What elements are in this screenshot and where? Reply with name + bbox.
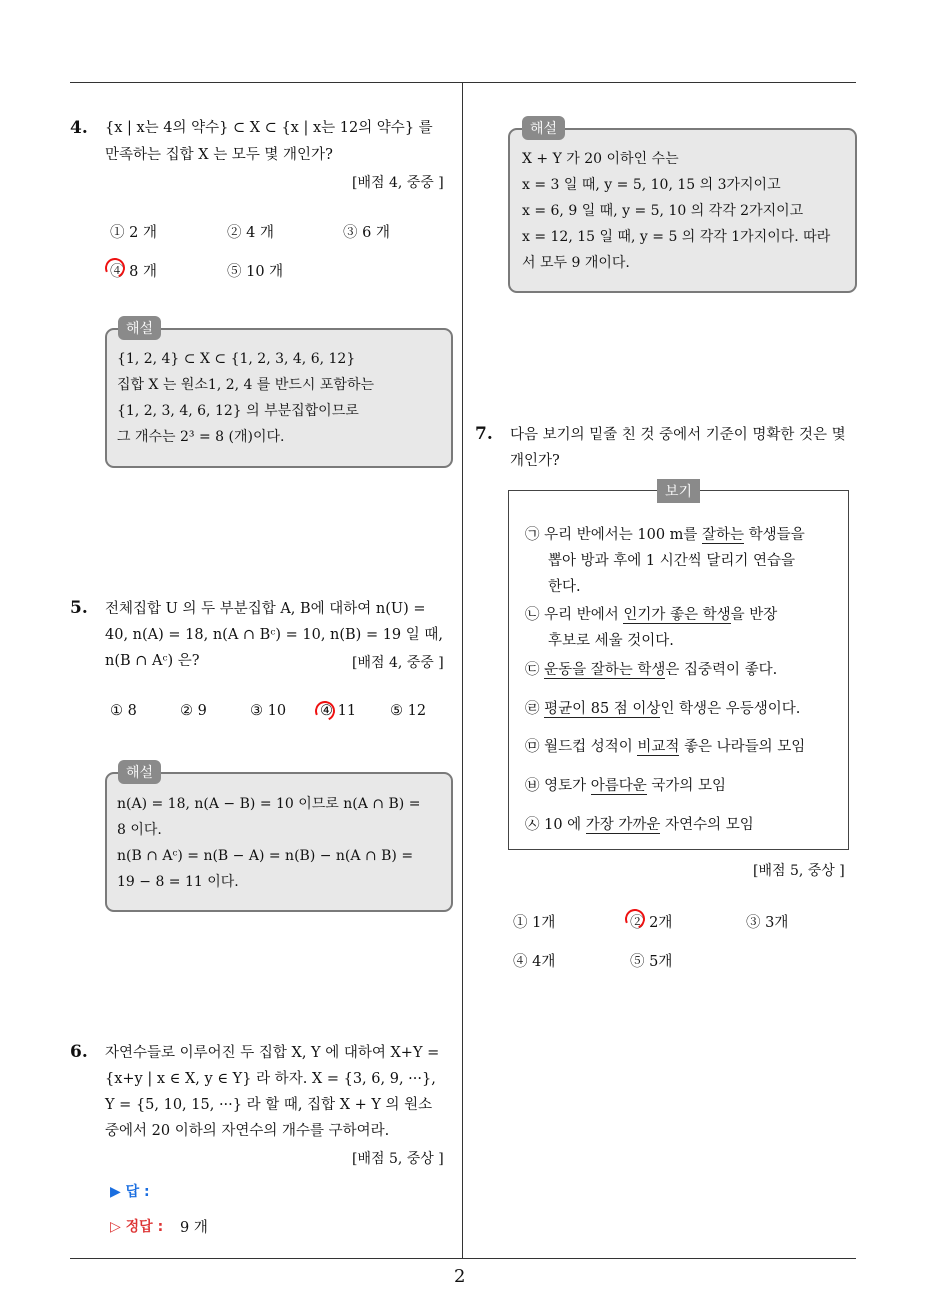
q6-line4: 중에서 20 이하의 자연수의 개수를 구하여라. [105,1123,390,1139]
q7-option-3[interactable]: ③ 3개 [746,915,789,931]
q6-line3: Y = {5, 10, 15, ···} 라 할 때, 집합 X + Y 의 원소 [105,1097,433,1113]
q7-line1: 다음 보기의 밑줄 친 것 중에서 기준이 명확한 것은 몇 [510,427,846,443]
q6-expl-line5: 서 모두 9 개이다. [522,255,630,271]
q7-item-7: ㉦ 10 에 가장 가까운 자연수의 모임 [525,817,754,833]
page-number: 2 [454,1266,466,1287]
q7-item-1-cont2: 한다. [548,579,581,595]
q7-option-4[interactable]: ④ 4개 [513,954,556,970]
bottom-rule [70,1258,856,1259]
q5-expl-line1: n(A) = 18, n(A − B) = 10 이므로 n(A ∩ B) = [117,796,421,812]
q7-item-1: ㉠ 우리 반에서는 100 m를 잘하는 학생들을 [525,527,805,543]
q6-explanation-tag: 해설 [522,116,565,140]
q5-expl-line4: 19 − 8 = 11 이다. [117,874,239,890]
q7-line2: 개인가? [510,453,560,469]
q6-line1: 자연수들로 이루어진 두 집합 X, Y 에 대하여 X+Y = [105,1045,440,1061]
column-divider [462,83,463,1259]
q7-option-2[interactable]: ② 2개 [630,915,673,931]
q7-item-3: ㉢ 운동을 잘하는 학생은 집중력이 좋다. [525,662,778,678]
q4-option-2[interactable]: ② 4 개 [227,225,274,241]
q6-expl-line4: x = 12, 15 일 때, y = 5 의 각각 1가지이다. 따라 [522,229,831,245]
q6-answer-label: ▶ 답 : [110,1184,150,1200]
q5-expl-line3: n(B ∩ Aᶜ) = n(B − A) = n(B) − n(A ∩ B) = [117,848,414,864]
q6-expl-line3: x = 6, 9 일 때, y = 5, 10 의 각각 2가지이고 [522,203,804,219]
q7-item-4: ㉣ 평균이 85 점 이상인 학생은 우등생이다. [525,701,801,717]
q7-number: 7. [475,424,493,444]
q6-meta: [배점 5, 중상 ] [352,1151,444,1167]
q5-option-3[interactable]: ③ 10 [250,703,287,719]
q4-line2: 만족하는 집합 X 는 모두 몇 개인가? [105,147,333,163]
q5-number: 5. [70,598,88,618]
q7-item-2-cont1: 후보로 세울 것이다. [548,633,674,649]
q5-expl-line2: 8 이다. [117,822,162,838]
q5-meta: [배점 4, 중중 ] [352,655,444,671]
q7-item-1-cont1: 뽑아 방과 후에 1 시간씩 달리기 연습을 [548,553,795,569]
q7-item-2: ㉡ 우리 반에서 인기가 좋은 학생을 반장 [525,607,778,623]
q7-meta: [배점 5, 중상 ] [753,863,845,879]
q6-expl-line2: x = 3 일 때, y = 5, 10, 15 의 3가지이고 [522,177,781,193]
q7-option-5[interactable]: ⑤ 5개 [630,954,673,970]
q7-bogi-tag: 보기 [657,479,700,503]
q6-correct-value: 9 개 [180,1220,208,1236]
q4-number: 4. [70,118,88,138]
q5-option-5[interactable]: ⑤ 12 [390,703,427,719]
q7-item-6: ㉥ 영토가 아름다운 국가의 모임 [525,778,727,794]
q5-line1: 전체집합 U 의 두 부분집합 A, B에 대하여 n(U) = [105,601,426,617]
q6-expl-line1: X + Y 가 20 이하인 수는 [522,151,679,167]
q4-explanation-tag: 해설 [118,316,161,340]
q5-option-2[interactable]: ② 9 [180,703,207,719]
q4-expl-line1: {1, 2, 4} ⊂ X ⊂ {1, 2, 3, 4, 6, 12} [117,351,356,367]
q5-explanation-tag: 해설 [118,760,161,784]
q5-line2: 40, n(A) = 18, n(A ∩ Bᶜ) = 10, n(B) = 19 일 때, [105,627,444,643]
q4-option-1[interactable]: ① 2 개 [110,225,157,241]
q4-line1: {x | x는 4의 약수} ⊂ X ⊂ {x | x는 12의 약수} 를 [105,120,433,136]
q7-item-5: ㉤ 월드컵 성적이 비교적 좋은 나라들의 모임 [525,739,806,755]
q6-correct-label: ▷ 정답 : [110,1219,164,1235]
q4-expl-line2: 집합 X 는 원소1, 2, 4 를 반드시 포함하는 [117,377,375,393]
q4-option-5[interactable]: ⑤ 10 개 [227,264,284,280]
q7-option-1[interactable]: ① 1개 [513,915,556,931]
q5-option-4[interactable]: ④ 11 [320,703,357,719]
q6-line2: {x+y | x ∈ X, y ∈ Y} 라 하자. X = {3, 6, 9, ···}, [105,1071,436,1087]
q5-line3: n(B ∩ Aᶜ) 은? [105,653,200,669]
q4-expl-line3: {1, 2, 3, 4, 6, 12} 의 부분집합이므로 [117,403,359,419]
q5-option-1[interactable]: ① 8 [110,703,137,719]
q4-expl-line4: 그 개수는 2³ = 8 (개)이다. [117,429,285,445]
q4-option-4[interactable]: ④ 8 개 [110,264,157,280]
q4-meta: [배점 4, 중중 ] [352,175,444,191]
q4-option-3[interactable]: ③ 6 개 [343,225,390,241]
top-rule [70,82,856,83]
q6-number: 6. [70,1042,88,1062]
